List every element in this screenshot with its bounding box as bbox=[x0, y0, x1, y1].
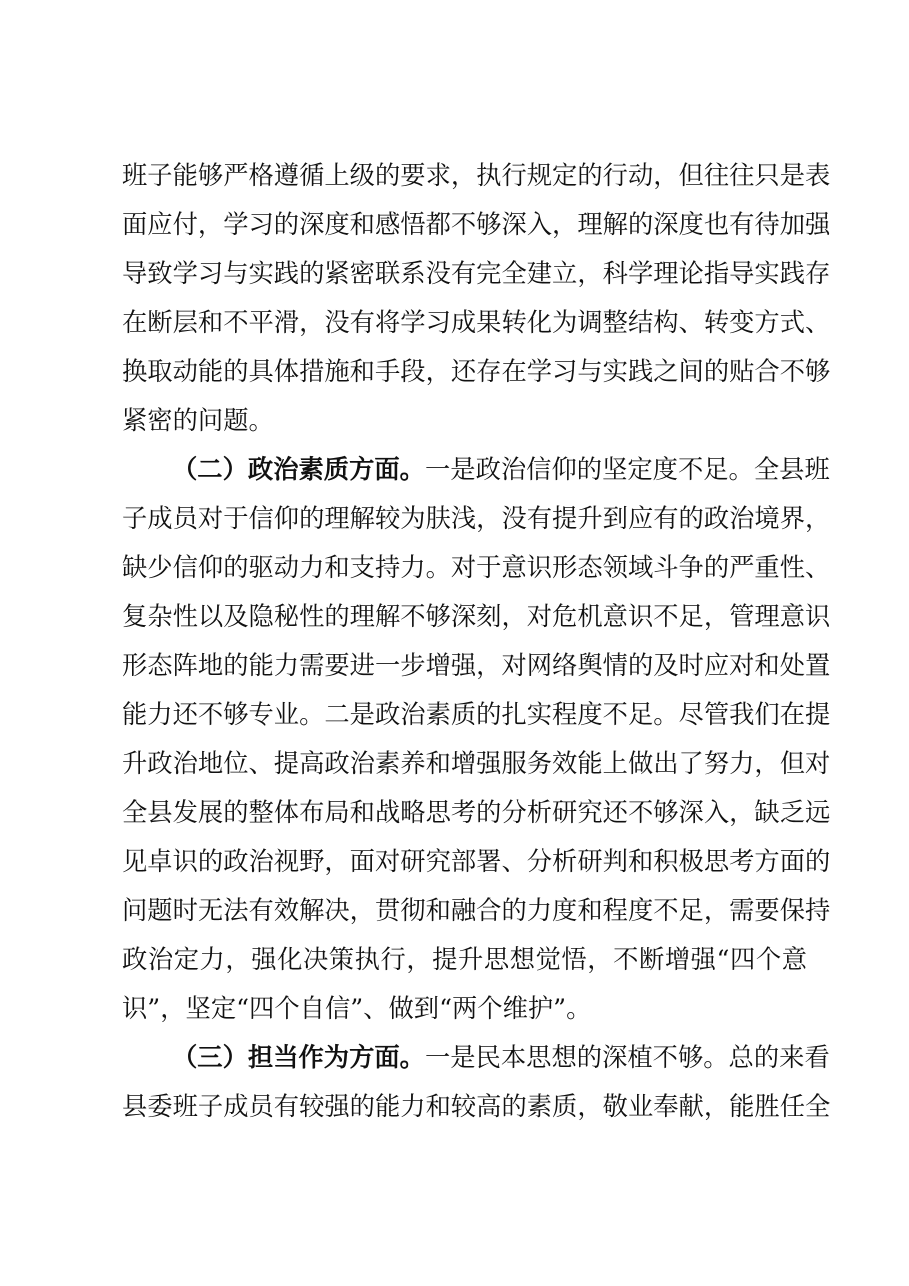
document-body bbox=[122, 151, 831, 1131]
text-line: 子成员对于信仰的理解较为肤浅，没有提升到应有的政治境界， bbox=[122, 504, 831, 533]
text-line bbox=[122, 1033, 830, 1082]
text-line: 班子能够严格遵循上级的要求，执行规定的行动，但往往只是表 bbox=[122, 161, 831, 190]
text-line: 全县发展的整体布局和战略思考的分析研究还不够深入，缺乏远 bbox=[122, 798, 831, 827]
text-line bbox=[122, 445, 830, 494]
text-line: 在断层和不平滑，没有将学习成果转化为调整结构、转变方式、 bbox=[122, 308, 831, 337]
section-heading: （二）政治素质方面。 bbox=[172, 454, 425, 484]
text-run: 一是政治信仰的坚定度不足。全县班 bbox=[424, 455, 830, 484]
paragraph-2 bbox=[122, 445, 831, 1033]
text-line: 问题时无法有效解决，贯彻和融合的力度和程度不足，需要保持 bbox=[122, 896, 831, 925]
paragraph-1 bbox=[122, 151, 831, 445]
text-line: 缺少信仰的驱动力和支持力。对于意识形态领域斗争的严重性、 bbox=[122, 553, 831, 582]
text-line: 换取动能的具体措施和手段，还存在学习与实践之间的贴合不够 bbox=[122, 357, 831, 386]
text-line: 识”，坚定“四个自信”、做到“两个维护”。 bbox=[122, 994, 592, 1023]
section-heading: （三）担当作为方面。 bbox=[172, 1042, 425, 1072]
text-line: 升政治地位、提高政治素养和增强服务效能上做出了努力，但对 bbox=[122, 749, 831, 778]
text-line: 政治定力，强化决策执行，提升思想觉悟，不断增强“四个意 bbox=[122, 945, 807, 974]
paragraph-3 bbox=[122, 1033, 831, 1131]
text-line: 县委班子成员有较强的能力和较高的素质，敬业奉献，能胜任全 bbox=[122, 1092, 831, 1121]
text-run: 一是民本思想的深植不够。总的来看 bbox=[424, 1043, 830, 1072]
text-line: 复杂性以及隐秘性的理解不够深刻，对危机意识不足，管理意识 bbox=[122, 602, 831, 631]
text-line: 导致学习与实践的紧密联系没有完全建立，科学理论指导实践存 bbox=[122, 259, 831, 288]
text-line: 形态阵地的能力需要进一步增强，对网络舆情的及时应对和处置 bbox=[122, 651, 831, 680]
text-line: 能力还不够专业。二是政治素质的扎实程度不足。尽管我们在提 bbox=[122, 700, 831, 729]
text-line: 见卓识的政治视野，面对研究部署、分析研判和积极思考方面的 bbox=[122, 847, 831, 876]
text-line: 紧密的问题。 bbox=[122, 406, 274, 435]
text-line: 面应付，学习的深度和感悟都不够深入，理解的深度也有待加强 bbox=[122, 210, 831, 239]
